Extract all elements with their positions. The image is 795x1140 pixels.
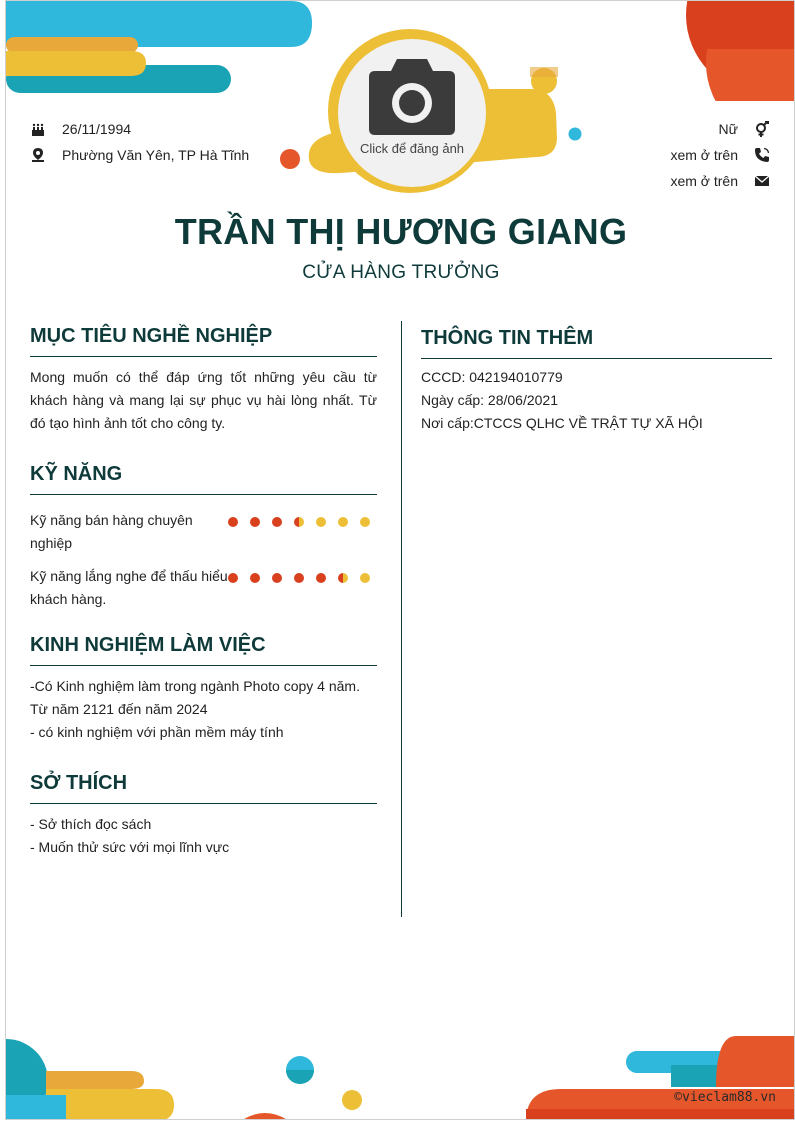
skill-dot [228,517,238,527]
gender-text: Nữ [718,121,738,137]
bottom-right-decoration [521,1031,795,1120]
hobby-line: - Muốn thử sức với mọi lĩnh vực [30,839,230,855]
issue-place: Nơi cấp:CTCCS QLHC VỀ TRẬT TỰ XÃ HỘI [421,415,703,431]
id-number: CCCD: 042194010779 [421,369,563,385]
birthday-text: 26/11/1994 [62,121,132,137]
phone-icon [754,147,770,163]
experience-text [30,675,380,744]
email-row [670,173,770,189]
skill-dot [360,573,370,583]
objective-text: Mong muốn có thể đáp ứng tốt những yêu cầu từ khách hàng và mang lại sự phục vụ hài lòng nhất. Từ đó tạo hình ảnh tốt cho công ty. [30,369,377,431]
skill-dot [228,573,238,583]
phone-text: xem ở trên [670,147,738,163]
address-row [30,147,249,163]
dot-decoration-bottom-cyan [285,1055,315,1085]
gender-row [719,121,770,137]
skill-dot [360,517,370,527]
skill-dot [250,573,260,583]
skill-dot [338,517,348,527]
top-right-decoration [666,1,795,101]
skill-dot [338,573,348,583]
birthday-row [30,121,131,137]
cv-page [5,0,795,1120]
dot-decoration-orange [279,148,301,170]
issue-date: Ngày cấp: 28/06/2021 [421,392,558,408]
skill-name: Kỹ năng bán hàng chuyên nghiệp [30,512,193,551]
skills-title: KỸ NĂNG [30,463,123,485]
job-title: CỬA HÀNG TRƯỞNG [302,262,500,283]
dot-decoration-bottom-red [238,1111,292,1120]
hobbies-title: SỞ THÍCH [30,772,128,794]
camera-icon [367,57,457,137]
gender-icon [754,121,770,137]
top-left-decoration [6,1,326,101]
experience-divider [30,665,377,666]
skill-dot [294,517,304,527]
phone-row [670,147,770,163]
hobbies-text [30,813,377,859]
skills-divider [30,494,377,495]
extra-info-title: THÔNG TIN THÊM [421,327,594,349]
skill-dot [272,573,282,583]
skill-dot [316,573,326,583]
experience-line: -Có Kinh nghiệm làm trong ngành Photo copy 4 năm. Từ năm 2121 đến năm 2024 [30,678,360,717]
objective-title: MỤC TIÊU NGHỀ NGHIỆP [30,325,273,347]
dot-decoration-cyan [568,127,582,141]
skill-name: Kỹ năng lắng nghe để thấu hiểu khách hàng. [30,568,228,607]
extra-info-text [421,366,772,435]
dot-decoration-yellow [530,67,558,95]
hobbies-divider [30,803,377,804]
dot-decoration-bottom-yellow [341,1089,363,1111]
extra-info-divider [421,358,772,359]
watermark: ©vieclam88.vn [674,1090,776,1105]
skill-dot [294,573,304,583]
skill-dot [272,517,282,527]
location-icon [30,147,46,163]
column-divider [401,321,402,917]
address-text: Phường Văn Yên, TP Hà Tĩnh [62,147,250,163]
photo-upload-label[interactable]: Click để đăng ảnh [359,141,465,156]
birthday-cake-icon [30,121,46,137]
objective-divider [30,356,377,357]
email-text: xem ở trên [670,173,738,189]
candidate-name: TRẦN THỊ HƯƠNG GIANG [174,211,628,252]
skill-dot [316,517,326,527]
bottom-left-decoration [6,1031,186,1120]
skill-dot [250,517,260,527]
experience-title: KINH NGHIỆM LÀM VIỆC [30,634,266,656]
mail-icon [754,173,770,189]
experience-line: - có kinh nghiệm với phần mềm máy tính [30,724,284,740]
hobby-line: - Sở thích đọc sách [30,816,152,832]
